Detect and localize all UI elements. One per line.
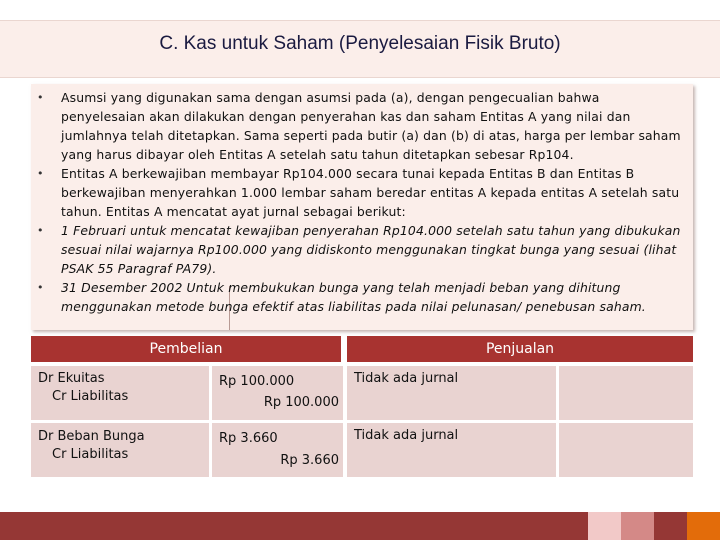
bullet-item	[31, 88, 691, 164]
sale-entry: Tidak ada jurnal	[354, 371, 459, 386]
bullet-dot-icon: •	[37, 91, 44, 104]
table-cell-sale	[347, 366, 556, 420]
footer-square	[588, 512, 621, 540]
footer-square	[654, 512, 687, 540]
bullet-text: 31 Desember 2002 Untuk membukukan bunga yang telah menjadi beban yang dihitung menggunakan metode bunga efektif atas liabilitas pada nilai pelunasan/ penebusan saham.	[61, 280, 646, 314]
table-header-penjualan: Penjualan	[347, 336, 693, 362]
footer-square	[687, 512, 720, 540]
table-header-pembelian: Pembelian	[31, 336, 341, 362]
debit-amount: Rp 100.000	[219, 374, 295, 389]
table-cell-amount	[212, 423, 343, 477]
sale-entry: Tidak ada jurnal	[354, 428, 459, 443]
credit-amount: Rp 100.000	[263, 395, 339, 410]
table-cell-empty	[559, 366, 693, 420]
bullet-item	[31, 221, 691, 278]
table-cell-sale	[347, 423, 556, 477]
credit-amount: Rp 3.660	[280, 453, 339, 468]
debit-amount: Rp 3.660	[219, 431, 278, 446]
credit-account: Cr Liabilitas	[52, 389, 129, 404]
bullet-list	[31, 88, 691, 316]
footer-square	[621, 512, 654, 540]
bullet-dot-icon: •	[37, 281, 44, 294]
bullet-item	[31, 278, 691, 316]
debit-account: Dr Beban Bunga	[38, 429, 145, 444]
debit-account: Dr Ekuitas	[38, 371, 105, 386]
table-cell-amount	[212, 366, 343, 420]
bullet-item	[31, 164, 691, 221]
table-cell-account	[31, 423, 209, 477]
credit-account: Cr Liabilitas	[52, 447, 129, 462]
bullet-text: Asumsi yang digunakan sama dengan asumsi pada (a), dengan pengecualian bahwa penyelesaian akan dilakukan dengan penyerahan kas dan saham Entitas A yang nilai dan jumlahnya telah ditetapkan. Sama seperti pada butir (a) dan (b) di atas, harga per lembar saham yang harus dibayar oleh Entitas A setelah satu tahun ditetapkan sebesar Rp104.	[61, 90, 681, 162]
bullet-dot-icon: •	[37, 224, 44, 237]
slide-title: C. Kas untuk Saham (Penyelesaian Fisik Bruto)	[159, 33, 561, 54]
bullet-dot-icon: •	[37, 167, 44, 180]
bullet-text: Entitas A berkewajiban membayar Rp104.000 secara tunai kepada Entitas B dan Entitas B berkewajiban menyerahkan 1.000 lembar saham beredar entitas A kepada entitas A setelah satu tahun. Entitas A mencatat ayat jurnal sebagai berikut:	[61, 166, 680, 219]
table-cell-empty	[559, 423, 693, 477]
table-cell-account	[31, 366, 209, 420]
bullet-text: 1 Februari untuk mencatat kewajiban penyerahan Rp104.000 setelah satu tahun yang dibukukan sesuai nilai wajarnya Rp100.000 yang didiskonto menggunakan tingkat bunga yang sesuai (lihat PSAK 55 Paragraf PA79).	[61, 223, 681, 276]
